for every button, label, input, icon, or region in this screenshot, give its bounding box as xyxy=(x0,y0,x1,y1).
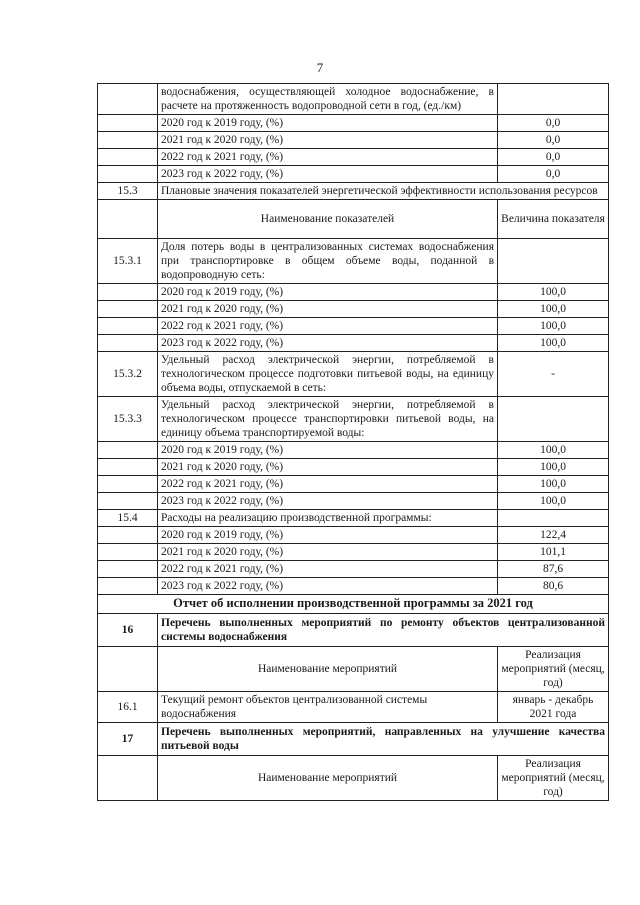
table-row xyxy=(98,352,609,397)
section-number: 15.3 xyxy=(98,183,158,200)
year-label: 2020 год к 2019 году, (%) xyxy=(158,442,498,459)
table-row xyxy=(98,149,609,166)
num-cell xyxy=(98,115,158,132)
year-label: 2023 год к 2022 году, (%) xyxy=(158,578,498,595)
value-cell: 100,0 xyxy=(498,284,609,301)
year-label: 2022 год к 2021 году, (%) xyxy=(158,318,498,335)
table-row xyxy=(98,397,609,442)
indicator-text: Удельный расход электрической энергии, потребляемой в технологическом процессе подготовки питьевой воды, на единицу объема воды, отпускаемой в сеть: xyxy=(158,352,498,397)
table-row xyxy=(98,115,609,132)
page-number: 7 xyxy=(316,60,324,75)
section-number: 15.3.1 xyxy=(98,239,158,284)
year-label: 2020 год к 2019 году, (%) xyxy=(158,284,498,301)
num-cell xyxy=(98,301,158,318)
num-cell xyxy=(98,318,158,335)
table-row xyxy=(98,166,609,183)
section-title: Перечень выполненных мероприятий по ремонту объектов централизованной системы водоснабжения xyxy=(158,613,609,646)
num-cell xyxy=(98,442,158,459)
num-cell xyxy=(98,527,158,544)
table-row xyxy=(98,578,609,595)
table-row xyxy=(98,691,609,722)
num-cell xyxy=(98,200,158,239)
header-value: Реализация мероприятий (месяц, год) xyxy=(498,646,609,691)
value-cell: январь - декабрь 2021 года xyxy=(498,691,609,722)
num-cell xyxy=(98,149,158,166)
table-row xyxy=(98,132,609,149)
num-cell xyxy=(98,166,158,183)
num-cell xyxy=(98,476,158,493)
num-cell xyxy=(98,646,158,691)
value-cell: 101,1 xyxy=(498,544,609,561)
value-cell: 100,0 xyxy=(498,493,609,510)
value-cell: 0,0 xyxy=(498,149,609,166)
value-cell xyxy=(498,239,609,284)
value-cell: 100,0 xyxy=(498,459,609,476)
value-cell: 100,0 xyxy=(498,442,609,459)
indicator-text: Текущий ремонт объектов централизованной системы водоснабжения xyxy=(158,691,498,722)
section-number: 15.4 xyxy=(98,510,158,527)
header-name: Наименование показателей xyxy=(158,200,498,239)
section-number: 16.1 xyxy=(98,691,158,722)
section-title: Перечень выполненных мероприятий, направленных на улучшение качества питьевой воды xyxy=(158,722,609,755)
table-row xyxy=(98,527,609,544)
value-cell: 100,0 xyxy=(498,335,609,352)
value-cell: 0,0 xyxy=(498,132,609,149)
year-label: 2023 год к 2022 году, (%) xyxy=(158,493,498,510)
section-title: Плановые значения показателей энергетической эффективности использования ресурсов xyxy=(158,183,609,200)
header-value: Реализация мероприятий (месяц, год) xyxy=(498,755,609,800)
value-cell: 100,0 xyxy=(498,476,609,493)
num-cell xyxy=(98,755,158,800)
header-row xyxy=(98,200,609,239)
value-cell: 100,0 xyxy=(498,318,609,335)
year-label: 2020 год к 2019 году, (%) xyxy=(158,527,498,544)
num-cell xyxy=(98,459,158,476)
indicator-text: Доля потерь воды в централизованных системах водоснабжения при транспортировке в общем объеме воды, поданной в водопроводную сеть: xyxy=(158,239,498,284)
num-cell xyxy=(98,544,158,561)
table-row xyxy=(98,318,609,335)
table-row xyxy=(98,335,609,352)
table-row xyxy=(98,284,609,301)
value-cell xyxy=(498,84,609,115)
year-label: 2023 год к 2022 году, (%) xyxy=(158,335,498,352)
indicators-table xyxy=(97,83,609,801)
header-value: Величина показателя xyxy=(498,200,609,239)
value-cell xyxy=(498,510,609,527)
year-label: 2023 год к 2022 году, (%) xyxy=(158,166,498,183)
section-number: 15.3.3 xyxy=(98,397,158,442)
num-cell xyxy=(98,284,158,301)
year-label: 2022 год к 2021 году, (%) xyxy=(158,149,498,166)
year-label: 2020 год к 2019 году, (%) xyxy=(158,115,498,132)
table-row xyxy=(98,493,609,510)
indicator-text: Удельный расход электрической энергии, потребляемой в технологическом процессе транспортировки питьевой воды, на единицу объема транспортируемой воды: xyxy=(158,397,498,442)
section-row-16 xyxy=(98,613,609,646)
year-label: 2021 год к 2020 году, (%) xyxy=(158,132,498,149)
table-row xyxy=(98,544,609,561)
section-number: 16 xyxy=(98,613,158,646)
year-label: 2021 год к 2020 году, (%) xyxy=(158,544,498,561)
table-row xyxy=(98,510,609,527)
section-row-17 xyxy=(98,722,609,755)
indicator-text: Расходы на реализацию производственной программы: xyxy=(158,510,498,527)
table-row xyxy=(98,239,609,284)
table-row xyxy=(98,301,609,318)
num-cell xyxy=(98,578,158,595)
value-cell: 80,6 xyxy=(498,578,609,595)
table-row xyxy=(98,84,609,115)
header-row xyxy=(98,646,609,691)
value-cell: 87,6 xyxy=(498,561,609,578)
value-cell: - xyxy=(498,352,609,397)
table-row xyxy=(98,459,609,476)
table-row xyxy=(98,442,609,459)
value-cell: 0,0 xyxy=(498,115,609,132)
section-number: 15.3.2 xyxy=(98,352,158,397)
num-cell xyxy=(98,493,158,510)
table-row xyxy=(98,476,609,493)
table-row xyxy=(98,561,609,578)
header-row xyxy=(98,755,609,800)
num-cell xyxy=(98,84,158,115)
year-label: 2021 год к 2020 году, (%) xyxy=(158,459,498,476)
year-label: 2022 год к 2021 году, (%) xyxy=(158,561,498,578)
header-name: Наименование мероприятий xyxy=(158,755,498,800)
num-cell xyxy=(98,561,158,578)
section-row-15-3 xyxy=(98,183,609,200)
year-label: 2021 год к 2020 году, (%) xyxy=(158,301,498,318)
value-cell: 122,4 xyxy=(498,527,609,544)
header-name: Наименование мероприятий xyxy=(158,646,498,691)
indicator-text: водоснабжения, осуществляющей холодное водоснабжение, в расчете на протяженность водопроводной сети в год, (ед./км) xyxy=(158,84,498,115)
report-title-row xyxy=(98,595,609,613)
section-number: 17 xyxy=(98,722,158,755)
value-cell xyxy=(498,397,609,442)
report-title: Отчет об исполнении производственной программы за 2021 год xyxy=(98,595,609,613)
year-label: 2022 год к 2021 году, (%) xyxy=(158,476,498,493)
value-cell: 0,0 xyxy=(498,166,609,183)
num-cell xyxy=(98,335,158,352)
num-cell xyxy=(98,132,158,149)
value-cell: 100,0 xyxy=(498,301,609,318)
